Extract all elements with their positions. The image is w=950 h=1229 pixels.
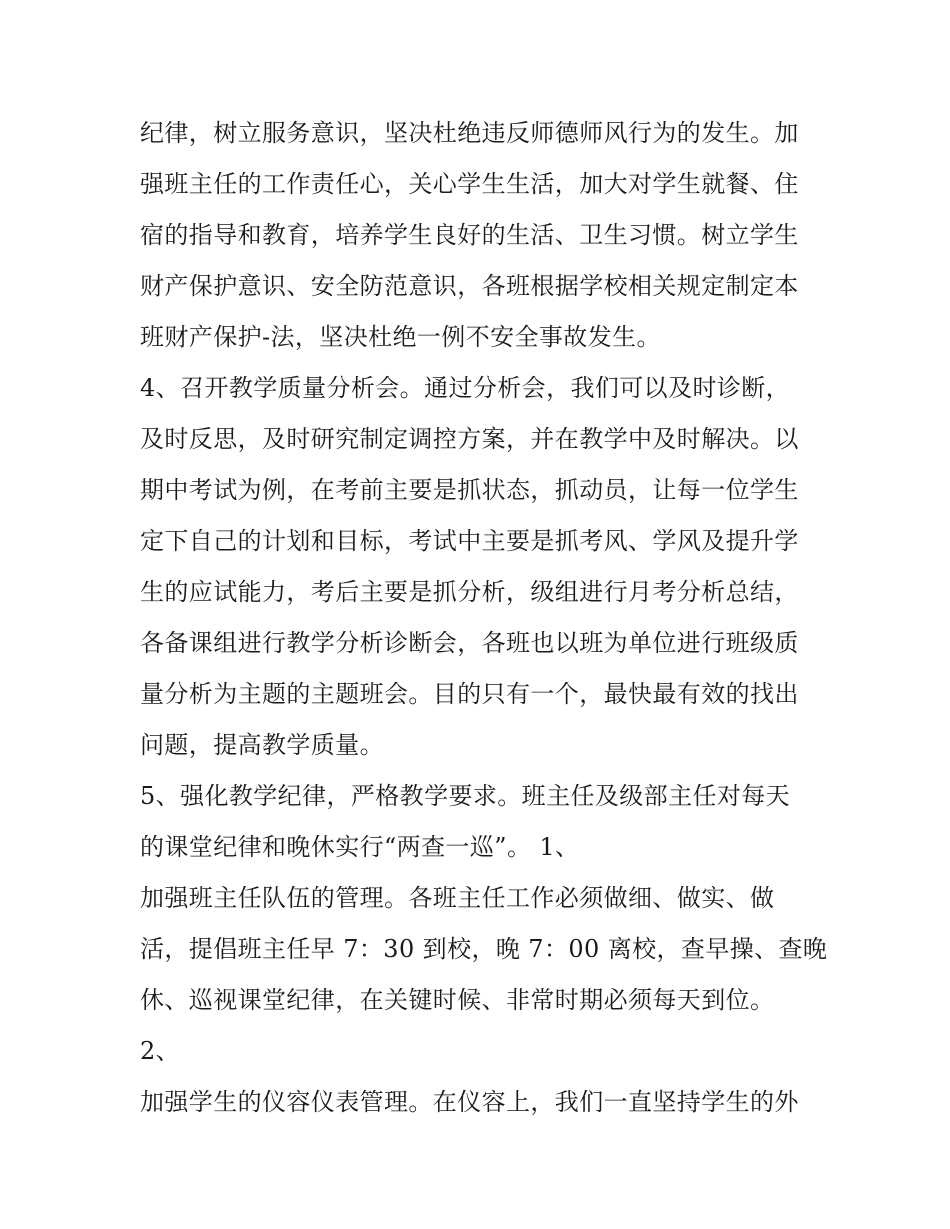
text-line: 量分析为主题的主题班会。目的只有一个，最快最有效的找出	[140, 680, 799, 708]
text-line: 期中考试为例，在考前主要是抓状态，抓动员，让每一位学生	[140, 476, 799, 504]
text-line: 纪律，树立服务意识，坚决杜绝违反师德师风行为的发生。加	[140, 119, 799, 147]
document-body	[140, 108, 828, 1128]
text-line: 的课堂纪律和晚休实行“两查一巡”。 1、	[140, 833, 580, 861]
text-line: 各备课组进行教学分析诊断会，各班也以班为单位进行班级质	[140, 629, 799, 657]
text-line: 班财产保护-法，坚决杜绝一例不安全事故发生。	[140, 323, 661, 351]
text-line: 宿的指导和教育，培养学生良好的生活、卫生习惯。树立学生	[140, 221, 799, 249]
text-line: 强班主任的工作责任心，关心学生生活，加大对学生就餐、住	[140, 170, 799, 198]
text-line: 2、	[140, 1037, 181, 1065]
text-line: 问题，提高教学质量。	[140, 731, 384, 759]
text-line: 5、强化教学纪律，严格教学要求。班主任及级部主任对每天	[140, 782, 791, 810]
text-line: 生的应试能力，考后主要是抓分析，级组进行月考分析总结，	[140, 578, 799, 606]
text-line: 休、巡视课堂纪律，在关键时候、非常时期必须每天到位。	[140, 986, 775, 1014]
text-line: 加强学生的仪容仪表管理。在仪容上，我们一直坚持学生的外	[140, 1088, 799, 1116]
text-line: 财产保护意识、安全防范意识，各班根据学校相关规定制定本	[140, 272, 799, 300]
text-line: 加强班主任队伍的管理。各班主任工作必须做细、做实、做	[140, 884, 775, 912]
text-line: 4、召开教学质量分析会。通过分析会，我们可以及时诊断，	[140, 374, 791, 402]
text-line: 活，提倡班主任早 7：30 到校，晚 7：00 离校，查早操、查晚	[140, 935, 828, 963]
text-line: 及时反思，及时研究制定调控方案，并在教学中及时解决。以	[140, 425, 799, 453]
text-line: 定下自己的计划和目标，考试中主要是抓考风、学风及提升学	[140, 527, 799, 555]
